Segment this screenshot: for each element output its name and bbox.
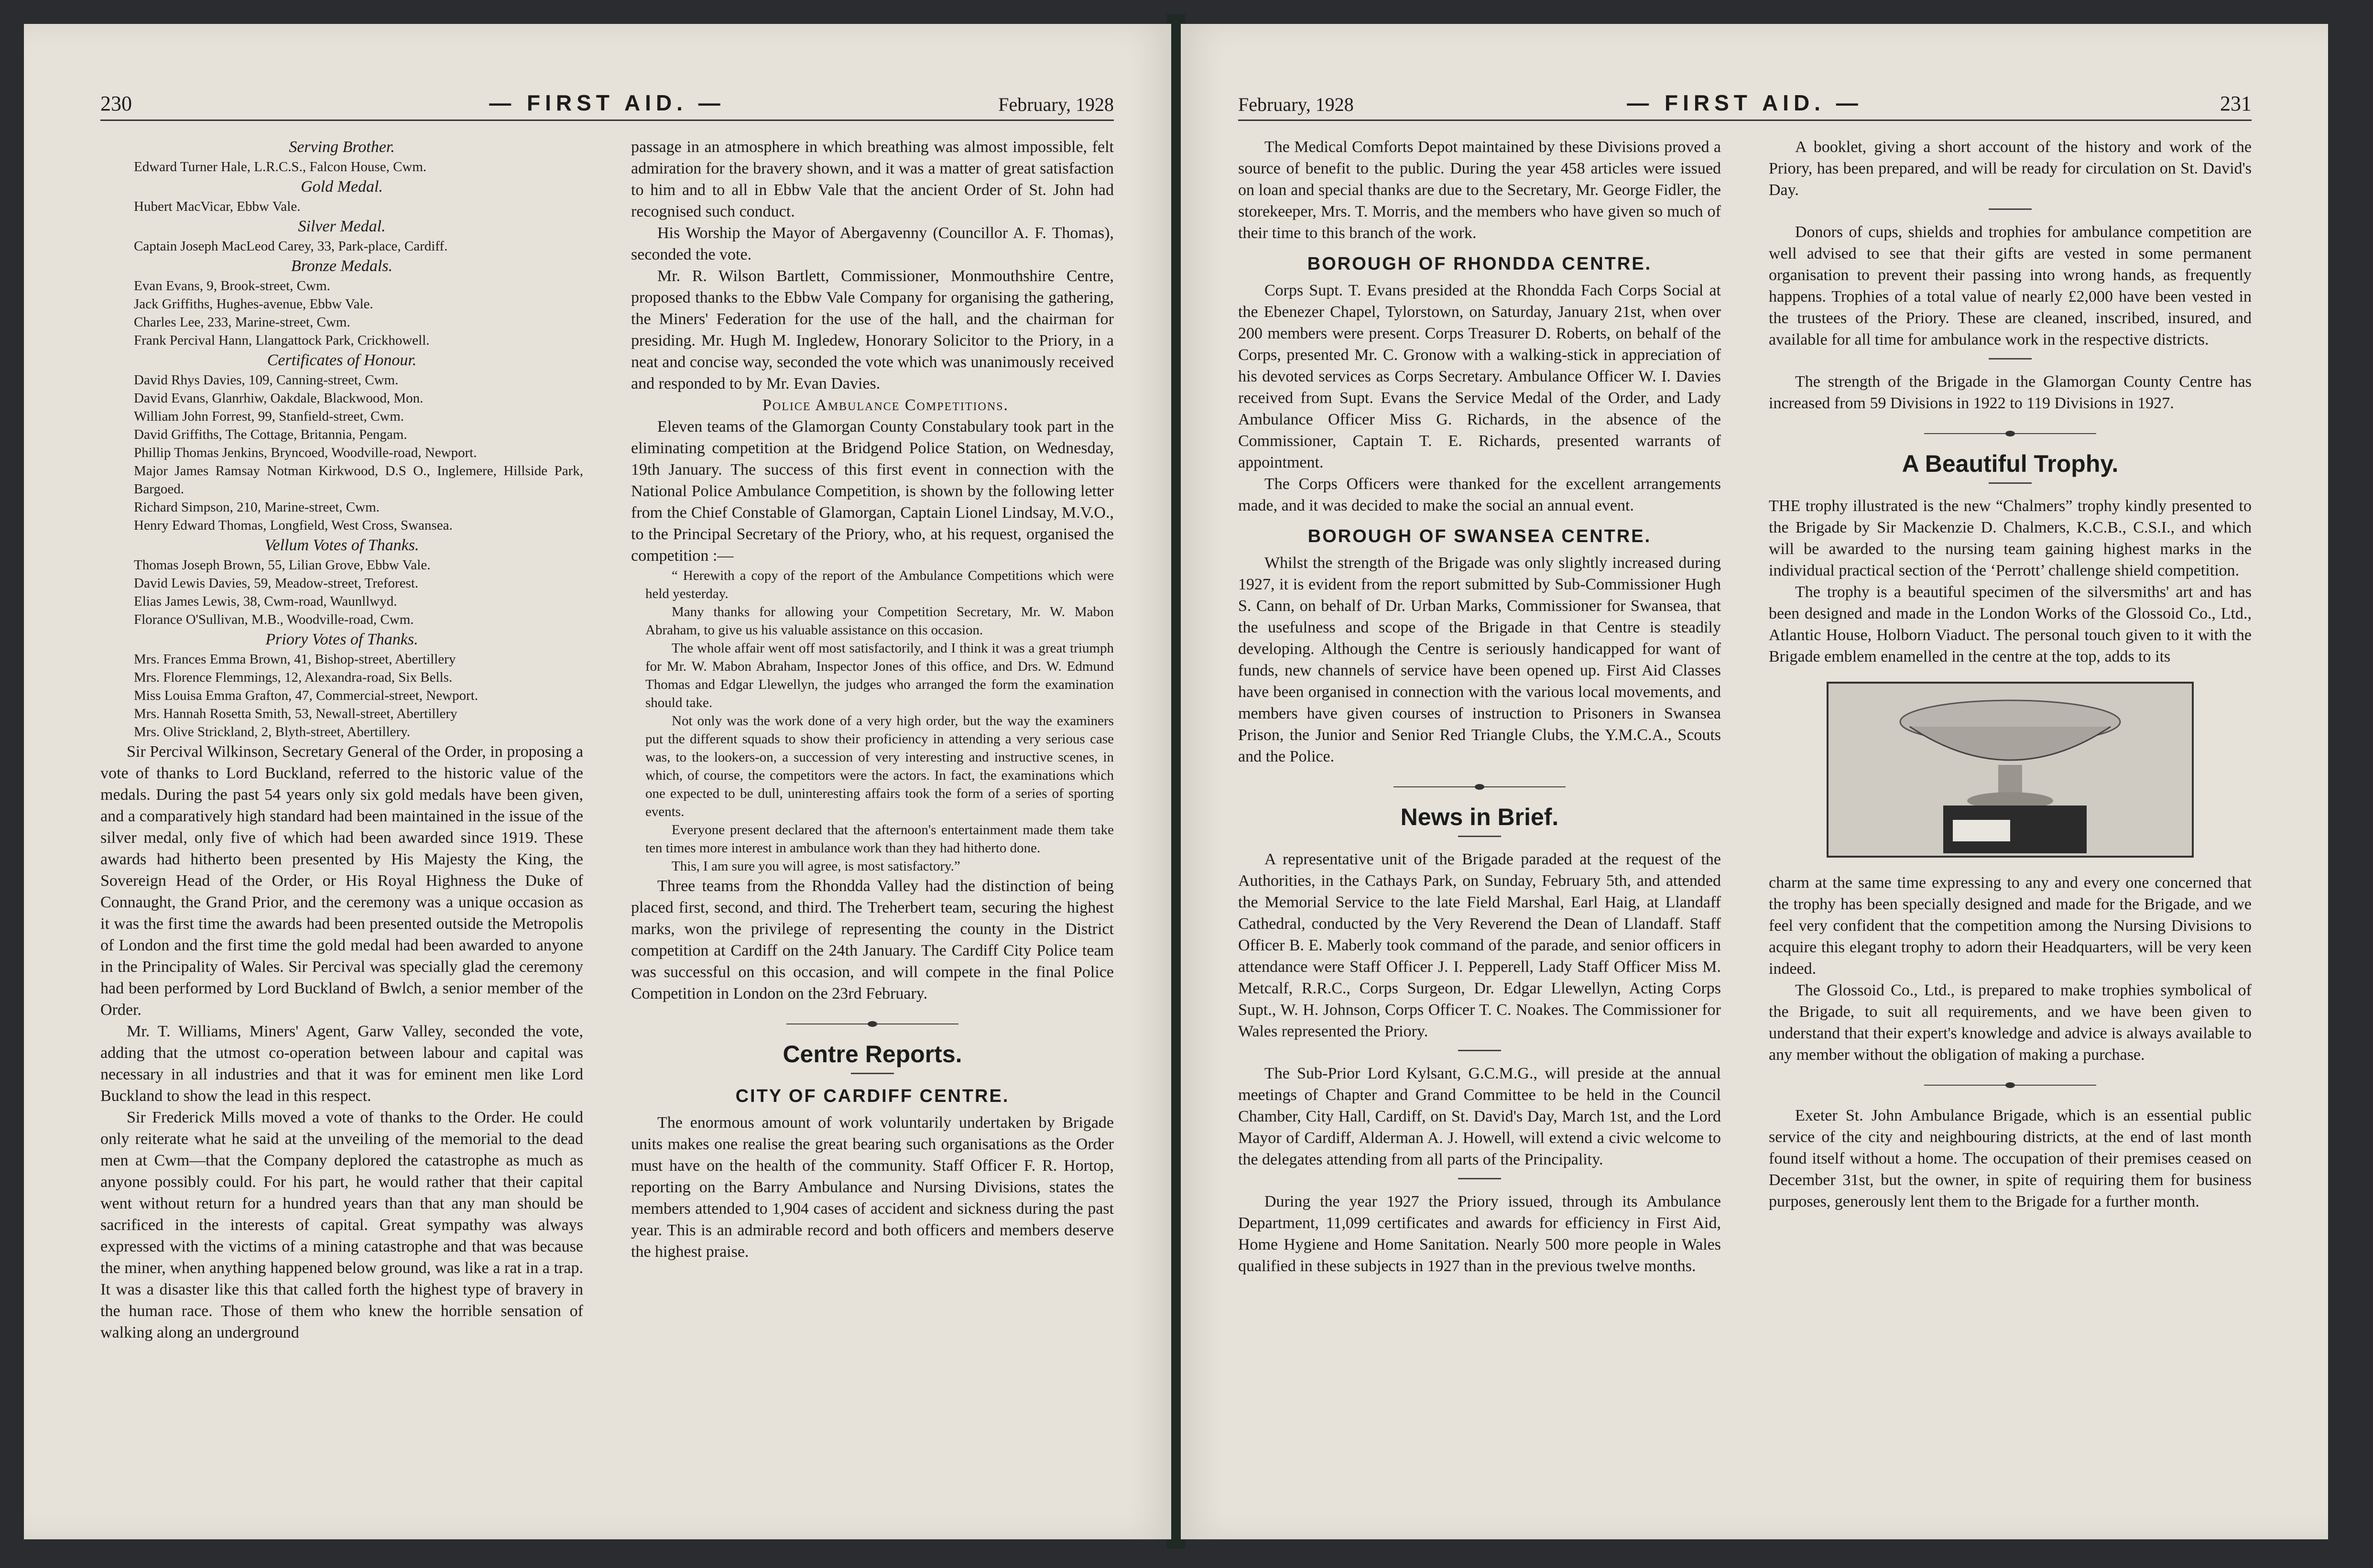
article-heading: Centre Reports. (783, 1041, 962, 1067)
section-label: Bronze Medals. (291, 257, 393, 275)
right-header (1238, 76, 2252, 121)
short-rule (1458, 1178, 1501, 1179)
paragraph: Mr. R. Wilson Bartlett, Commissioner, Monmouthshire Centre, proposed thanks to the Ebbw Vale Company for organising the gathering, the Miners' Federation for the use of the hall, and the chairman for presiding. Mr. Hugh M. Ingledew, Honorary Solicitor to the Priory, in a neat and concise way, seconded the vote which was unanimously received and responded to by Mr. Evan Davies. (631, 267, 1114, 392)
paragraph: His Worship the Mayor of Abergavenny (Councillor A. F. Thomas), seconded the vote. (631, 224, 1114, 263)
award-recipient: Mrs. Hannah Rosetta Smith, 53, Newall-street, Abertillery (134, 706, 457, 721)
award-recipient: Jack Griffiths, Hughes-avenue, Ebbw Vale. (134, 296, 373, 312)
centre-heading: BOROUGH OF SWANSEA CENTRE. (1307, 526, 1652, 546)
quoted-letter: “ Herewith a copy of the report of the Ambulance Competitions which were held yesterday. (645, 568, 1114, 601)
award-recipient: Richard Simpson, 210, Marine-street, Cwm. (134, 500, 380, 515)
section-label: Serving Brother. (289, 138, 395, 156)
short-rule (1458, 836, 1501, 837)
centre-heading: CITY OF CARDIFF CENTRE. (735, 1086, 1010, 1106)
paragraph: A representative unit of the Brigade paraded at the request of the Authorities, in the Cathays Park, on Sunday, February 5th, and attended the Memorial Service to the late Field Marshal, Earl Haig, at Llandaff Cathedral, conducted by the Very Reverend the Dean of Llandaff. Staff Officer B. E. Maberly took command of the parade, and senior officers in attendance were Staff Officer J. I. Pepperell, Lady Staff Officer Miss M. Metcalf, R.R.C., Corps Surgeon, Dr. Edgar Llewellyn, Acting Corps Supt., W. H. Johnson, Corps Officer T. C. Noakes. The Commissioner for Wales represented the Priory. (1238, 850, 1721, 1040)
short-rule (1989, 358, 2032, 359)
paragraph: The Glossoid Co., Ltd., is prepared to make trophies symbolical of the Brigade, to suit all requirements, and we have been given to understand that their expert's knowledge and advice is always available to any member without the obligation of making a purchase. (1769, 981, 2252, 1064)
award-recipient: David Rhys Davies, 109, Canning-street, Cwm. (134, 372, 399, 388)
award-recipient: Mrs. Olive Strickland, 2, Blyth-street, Abertillery. (134, 724, 411, 740)
right-column-2 (1769, 136, 2252, 1212)
award-recipient: Miss Louisa Emma Grafton, 47, Commercial-street, Newport. (134, 688, 479, 703)
paragraph: The Corps Officers were thanked for the excellent arrangements made, and it was decided to make the social an annual event. (1238, 475, 1721, 514)
paragraph: charm at the same time expressing to any and every one concerned that the trophy has been specially designed and made for the Brigade, and we feel very confident that the competition among the Nursing Divisions to acquire this elegant trophy to adorn their Headquarters, will be very keen indeed. (1769, 874, 2252, 978)
paragraph: The trophy is a beautiful specimen of the silversmiths' art and has been designed and made in the London Works of the Glossoid Co., Ltd., Atlantic House, Holborn Viaduct. The personal touch given to it with the Brigade emblem enamelled in the centre at the top, adds to its (1769, 583, 2252, 665)
paragraph: Three teams from the Rhondda Valley had the distinction of being placed first, second, and third. The Treherbert team, securing the highest marks, won the privilege of representing the county in the District competition at Cardiff on the 24th January. The Cardiff City Police team was successful on this occasion, and will compete in the final Police Competition in London on the 23rd February. (631, 877, 1114, 1002)
paragraph: The strength of the Brigade in the Glamorgan County Centre has increased from 59 Divisions in 1922 to 119 Divisions in 1927. (1769, 373, 2252, 412)
subsection-heading: Police Ambulance Competitions. (762, 396, 1009, 414)
ornament-divider (1924, 433, 2096, 434)
short-rule (851, 1073, 894, 1074)
paragraph: passage in an atmosphere in which breathing was almost impossible, felt admiration for the bravery shown, and it was a matter of great satisfaction to him and to all in Ebbw Vale that the ancient Order of St. John had recognised such conduct. (631, 138, 1114, 220)
award-recipient: Edward Turner Hale, L.R.C.S., Falcon House, Cwm. (134, 159, 427, 174)
paragraph: The enormous amount of work voluntarily undertaken by Brigade units makes one realise the great bearing such organisations as the Order must have on the health of the community. Staff Officer F. R. Hortop, reporting on the Barry Ambulance and Nursing Divisions, states the members attended to 1,904 cases of accident and sickness during the past year. This is an admirable record and both officers and members deserve the highest praise. (631, 1114, 1114, 1261)
quoted-letter: Not only was the work done of a very high order, but the way the examiners put the different squads to show their proficiency in attending a very serious case was, to the lookers-on, a succession of very interesting and instructive scenes, in which, of course, the competitors were the actors. In fact, the examinations which one expected to be dull, uninteresting affairs took the form of a series of sporting events. (645, 713, 1114, 819)
section-label: Vellum Votes of Thanks. (264, 536, 419, 554)
issue-date: February, 1928 (998, 94, 1114, 115)
centre-heading: BOROUGH OF RHONDDA CENTRE. (1307, 254, 1652, 274)
award-recipient: David Evans, Glanrhiw, Oakdale, Blackwood, Mon. (134, 391, 424, 406)
award-recipient: Florance O'Sullivan, M.B., Woodville-road, Cwm. (134, 612, 414, 627)
running-title: — FIRST AID. — (1627, 90, 1863, 115)
ornament-divider (1393, 786, 1566, 787)
ornament-divider (1924, 1085, 2096, 1086)
paragraph: THE trophy illustrated is the new “Chalmers” trophy kindly presented to the Brigade by Sir Mackenzie D. Chalmers, K.C.B., C.S.I., and which will be awarded to the nursing team gaining highest marks in the individual practical section of the ‘Perrott’ challenge shield competition. (1769, 497, 2252, 579)
award-recipient: Mrs. Frances Emma Brown, 41, Bishop-street, Abertillery (134, 652, 456, 667)
award-recipient: Elias James Lewis, 38, Cwm-road, Waunllwyd. (134, 594, 397, 609)
award-recipient: Phillip Thomas Jenkins, Bryncoed, Woodville-road, Newport. (134, 445, 477, 460)
article-heading: A Beautiful Trophy. (1902, 450, 2119, 477)
left-column-1 (100, 136, 583, 1343)
award-recipient: Hubert MacVicar, Ebbw Vale. (134, 199, 301, 214)
quoted-letter: Many thanks for allowing your Competition Secretary, Mr. W. Mabon Abraham, to give us his valuable assistance on this occasion. (645, 604, 1114, 638)
paragraph: Sir Frederick Mills moved a vote of thanks to the Order. He could only reiterate what he said at the unveiling of the memorial to the dead men at Cwm—that the Company deplored the catastrophe as much as anyone possibly could. For his part, he would rather that their capital went without return for a hundred years than that any man should be sacrificed in the interests of capital. Great sympathy was always expressed with the victims of a mining catastrophe and that was because the miner, when anything happened below ground, was like a rat in a trap. It was a disaster like this that called forth the highest type of bravery in the human race. Those of them who knew the horrible sensation of walking along an underground (100, 1109, 583, 1341)
paragraph: Whilst the strength of the Brigade was only slightly increased during 1927, it is evident from the report submitted by Sub-Commissioner Hugh S. Cann, on behalf of Dr. Urban Marks, Commissioner for Swansea, that the usefulness and scope of the Brigade in that Centre is steadily developing. Although the Centre is seriously handicapped for want of funds, new channels of service have been opened up. First Aid Classes have been organised in connection with the various local movements, and members have given courses of instruction to Prisoners in Swansea Prison, the Junior and Senior Red Triangle Clubs, the Y.M.C.A., Scouts and the Police. (1238, 554, 1721, 765)
article-heading: News in Brief. (1400, 804, 1559, 830)
paragraph: During the year 1927 the Priory issued, through its Ambulance Department, 11,099 certificates and awards for efficiency in First Aid, Home Hygiene and Home Sanitation. Nearly 500 more people in Wales qualified in these subjects in 1927 than in the previous twelve months. (1238, 1193, 1721, 1275)
paragraph: Exeter St. John Ambulance Brigade, which is an essential public service of the city and neighbouring districts, at the end of last month found itself without a home. The occupation of their premises ceased on December 31st, but the owner, in spite of requiring them for business purposes, generously lent them to the Brigade for a further month. (1769, 1107, 2252, 1210)
section-label: Priory Votes of Thanks. (265, 631, 418, 648)
paragraph: The Sub-Prior Lord Kylsant, G.C.M.G., will preside at the annual meetings of Chapter and Grand Committee to be held in the Council Chamber, City Hall, Cardiff, on St. David's Day, March 1st, and the Lord Mayor of Cardiff, Alderman A. J. Howell, will extend a civic welcome to the delegates attending from all parts of the Principality. (1238, 1065, 1721, 1168)
award-recipient: William John Forrest, 99, Stanfield-street, Cwm. (134, 409, 404, 424)
paragraph: Eleven teams of the Glamorgan County Constabulary took part in the eliminating competition at the Bridgend Police Station, on Wednesday, 19th January. The success of this first event in connection with the National Police Ambulance Competition, is shown by the following letter from the Chief Constable of Glamorgan, Captain Lionel Lindsay, M.V.O., to the Principal Secretary of the Priory, who, at his request, organised the competition :— (631, 418, 1114, 565)
right-page (1181, 24, 2328, 1539)
short-rule (1989, 482, 2032, 484)
award-recipient: David Griffiths, The Cottage, Britannia, Pengam. (134, 427, 407, 442)
award-recipient: Frank Percival Hann, Llangattock Park, Crickhowell. (134, 333, 430, 348)
short-rule (1989, 208, 2032, 210)
page-number: 230 (100, 92, 132, 115)
right-column-1 (1238, 136, 1721, 1277)
paragraph: Sir Percival Wilkinson, Secretary General of the Order, in proposing a vote of thanks to Lord Buckland, referred to the historic value of the medals. During the past 54 years only six gold medals have been given, and a comparatively high standard had been maintained in the issue of the silver medal, only five of which had been awarded since 1919. These awards had hitherto been presented by His Majesty the King, the Sovereign Head of the Order, or His Royal Highness the Duke of Connaught, the Grand Prior, and the ceremony was a unique occasion as it was the first time the awards had been presented outside the Metropolis of London and the first time the gold medal had been awarded to anyone in the Principality of Wales. Sir Percival was specially glad the ceremony had been performed by Lord Buckland of Bwlch, a senior member of the Order. (100, 743, 583, 1019)
left-column-2 (631, 136, 1114, 1263)
paragraph: Donors of cups, shields and trophies for ambulance competition are well advised to see that their gifts are vested in some permanent organisation to prevent their passing into wrong hands, as frequently happens. Trophies of a total value of nearly £2,000 have been vested in the trustees of the Priory. These are cleaned, inscribed, insured, and available for all time for ambulance work in the respective districts. (1769, 223, 2252, 348)
section-label: Silver Medal. (298, 218, 386, 235)
paragraph: Corps Supt. T. Evans presided at the Rhondda Fach Corps Social at the Ebenezer Chapel, Tylorstown, on Saturday, January 21st, when over 200 members were present. Corps Treasurer D. Roberts, on behalf of the Corps, presented Mr. C. Gronow with a walking-stick in appreciation of his devoted services as Corps Secretary. Ambulance Officer W. I. Davies received from Supt. Evans the Service Medal of the Order, and Lady Ambulance Officer Miss G. Richards, in the absence of the Commissioner, Captain T. E. Richards, presented warrants of appointment. (1238, 282, 1721, 471)
award-recipient: Thomas Joseph Brown, 55, Lilian Grove, Ebbw Vale. (134, 557, 431, 573)
paragraph: Mr. T. Williams, Miners' Agent, Garw Valley, seconded the vote, adding that the utmost co-operation between labour and capital was necessary in all industries and that it was for eminent men like Lord Buckland to show the lead in this respect. (100, 1023, 583, 1105)
short-rule (1458, 1050, 1501, 1051)
award-recipient: Major James Ramsay Notman Kirkwood, D.S O., Inglemere, Hillside Park, Bargoed. (134, 463, 583, 497)
award-recipient: Henry Edward Thomas, Longfield, West Cross, Swansea. (134, 518, 453, 533)
award-recipient: Charles Lee, 233, Marine-street, Cwm. (134, 315, 350, 330)
paragraph: A booklet, giving a short account of the history and work of the Priory, has been prepared, and will be ready for circulation on St. David's Day. (1769, 138, 2252, 199)
award-recipient: Evan Evans, 9, Brook-street, Cwm. (134, 278, 330, 294)
page-number: 231 (2220, 92, 2252, 115)
left-page (24, 24, 1171, 1539)
award-recipient: Mrs. Florence Flemmings, 12, Alexandra-road, Six Bells. (134, 670, 453, 685)
section-label: Certificates of Honour. (267, 351, 417, 369)
issue-date: February, 1928 (1238, 94, 1354, 115)
running-title: — FIRST AID. — (489, 90, 725, 115)
trophy-photo (1827, 682, 2194, 858)
quoted-letter: This, I am sure you will agree, is most satisfactory.” (672, 859, 960, 874)
quoted-letter: Everyone present declared that the afternoon's entertainment made them take ten times more interest in ambulance work than they had hitherto done. (645, 822, 1114, 856)
section-label: Gold Medal. (301, 178, 383, 196)
left-header (100, 76, 1114, 121)
quoted-letter: The whole affair went off most satisfactorily, and I think it was a great triumph for Mr. W. Mabon Abraham, Inspector Jones of this office, and Drs. W. Edmund Thomas and Edgar Llewellyn, the judges who arranged the form the examination should take. (645, 641, 1114, 710)
award-recipient: Captain Joseph MacLeod Carey, 33, Park-place, Cardiff. (134, 239, 448, 254)
paragraph: The Medical Comforts Depot maintained by these Divisions proved a source of benefit to the public. During the year 458 articles were issued on loan and special thanks are due to the Secretary, Mr. George Fidler, the storekeeper, Mrs. T. Morris, and the members who have given so much of their time to this branch of the work. (1238, 138, 1721, 242)
award-recipient: David Lewis Davies, 59, Meadow-street, Treforest. (134, 576, 419, 591)
